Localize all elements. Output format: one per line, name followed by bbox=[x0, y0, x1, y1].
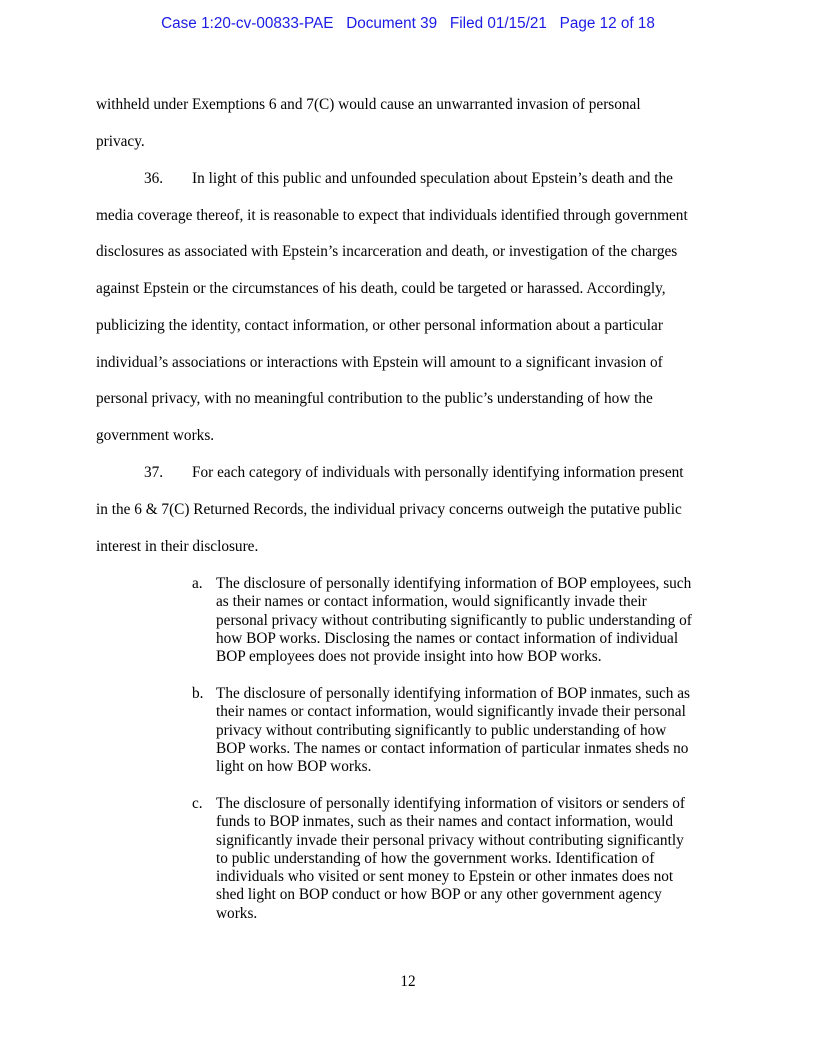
paragraph-37-line: For each category of individuals with personally identifying information present bbox=[192, 464, 684, 481]
paragraph-36-line: In light of this public and unfounded speculation about Epstein’s death and the bbox=[192, 170, 673, 187]
list-item-line: privacy without contributing significantly to public understanding of how bbox=[216, 721, 667, 739]
continuation-line-2: privacy. bbox=[96, 133, 145, 150]
paragraph-37-line: in the 6 & 7(C) Returned Records, the individual privacy concerns outweigh the putative public bbox=[96, 501, 682, 518]
list-item-line: funds to BOP inmates, such as their names and contact information, would bbox=[216, 813, 673, 831]
list-item-c bbox=[192, 795, 732, 923]
list-item-line: The disclosure of personally identifying information of BOP inmates, such as bbox=[216, 685, 690, 702]
document-number: Document 39 bbox=[346, 15, 438, 32]
page-number: 12 bbox=[400, 973, 416, 990]
list-item-line: The disclosure of personally identifying information of visitors or senders of bbox=[216, 795, 686, 812]
list-item-line: BOP employees does not provide insight into how BOP works. bbox=[216, 648, 602, 666]
paragraph-36-line: media coverage thereof, it is reasonable to expect that individuals identified through government bbox=[96, 207, 688, 224]
paragraph-37-number: 37. bbox=[144, 464, 164, 481]
list-item-line: significantly invade their personal privacy without contributing significantly bbox=[216, 831, 684, 849]
list-item-line: individuals who visited or sent money to Epstein or other inmates does not bbox=[216, 868, 674, 886]
list-item-line: their names or contact information, would significantly invade their personal bbox=[216, 703, 686, 721]
list-marker: c. bbox=[192, 795, 203, 812]
list-item-line: BOP works. The names or contact information of particular inmates sheds no bbox=[216, 739, 689, 757]
list-item-line: personal privacy without contributing significantly to public understanding of bbox=[216, 611, 692, 629]
paragraph-36-line: government works. bbox=[96, 427, 215, 444]
continuation-line-1: withheld under Exemptions 6 and 7(C) would cause an unwarranted invasion of personal bbox=[96, 96, 641, 113]
case-number: Case 1:20-cv-00833-PAE bbox=[161, 15, 334, 32]
list-item-a bbox=[192, 575, 732, 666]
list-item-line: how BOP works. Disclosing the names or contact information of individual bbox=[216, 629, 679, 647]
list-item-line: to public understanding of how the government works. Identification of bbox=[216, 849, 655, 867]
list-item-line: shed light on BOP conduct or how BOP or any other government agency bbox=[216, 886, 662, 904]
paragraph-37-line: interest in their disclosure. bbox=[96, 538, 259, 555]
paragraph-36-line: against Epstein or the circumstances of his death, could be targeted or harassed. Accordingly, bbox=[96, 280, 666, 297]
filed-date: Filed 01/15/21 bbox=[449, 15, 547, 32]
page-count: Page 12 of 18 bbox=[559, 15, 655, 32]
paragraph-36-line: personal privacy, with no meaningful contribution to the public’s understanding of how the bbox=[96, 390, 653, 407]
paragraph-36-line: disclosures as associated with Epstein’s incarceration and death, or investigation of the charges bbox=[96, 243, 678, 260]
list-marker: b. bbox=[192, 685, 204, 702]
list-item-line: as their names or contact information, would significantly invade their bbox=[216, 593, 647, 611]
list-item-line: light on how BOP works. bbox=[216, 758, 372, 776]
paragraph-36-line: individual’s associations or interactions with Epstein will amount to a significant invasion of bbox=[96, 354, 663, 371]
list-item-line: The disclosure of personally identifying information of BOP employees, such bbox=[216, 575, 692, 592]
paragraph-36-number: 36. bbox=[144, 170, 164, 187]
paragraph-36-line: publicizing the identity, contact information, or other personal information about a particular bbox=[96, 317, 663, 334]
list-item-b bbox=[192, 685, 732, 776]
list-item-line: works. bbox=[216, 904, 258, 922]
case-header bbox=[0, 15, 816, 33]
list-marker: a. bbox=[192, 575, 203, 592]
